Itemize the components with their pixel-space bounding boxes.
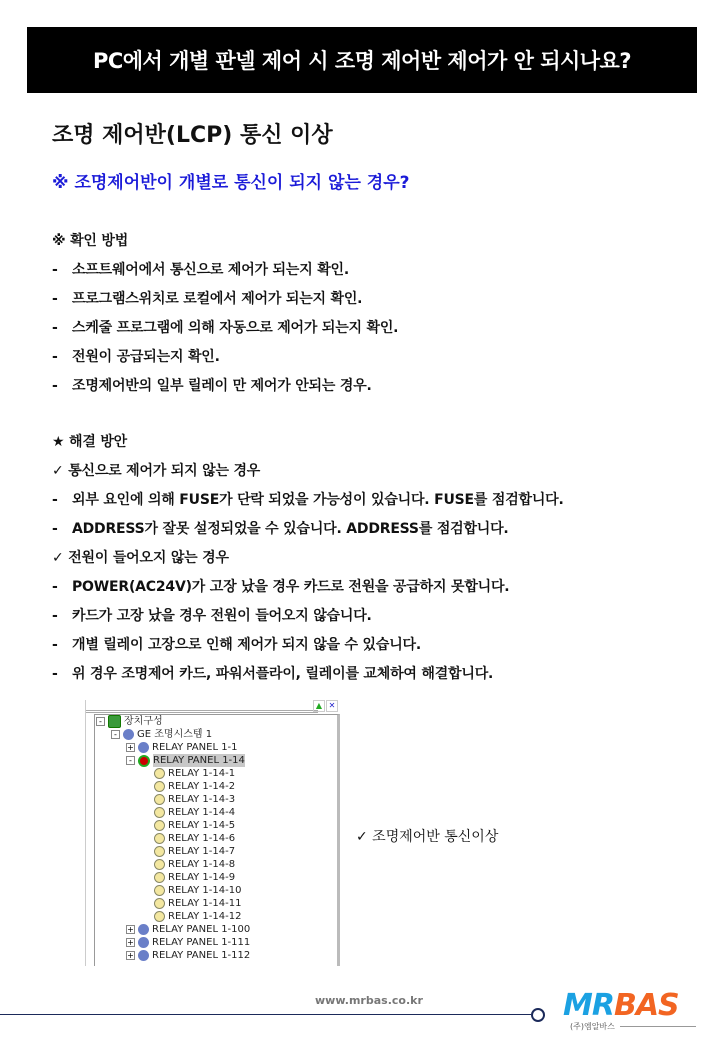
bulb-icon xyxy=(154,807,165,818)
node-label: RELAY 1-14-3 xyxy=(168,794,236,805)
page-title: PC에서 개별 판넬 제어 시 조명 제어반 제어가 안 되시나요? xyxy=(27,27,697,93)
dash: - xyxy=(52,291,58,307)
solution-section-title xyxy=(52,431,127,451)
dash: - xyxy=(52,349,58,365)
bulb-icon xyxy=(154,846,165,857)
up-icon[interactable]: ▲ xyxy=(313,700,325,712)
line-text: 프로그램스위치로 로컬에서 제어가 되는지 확인. xyxy=(72,291,363,307)
dash: - xyxy=(52,637,58,653)
line-text: 개별 릴레이 고장으로 인해 제어가 되지 않을 수 있습니다. xyxy=(72,637,421,653)
node-label: RELAY PANEL 1-14 xyxy=(153,755,245,766)
line-text: ✓ 통신으로 제어가 되지 않는 경우 xyxy=(52,463,261,479)
solution-item xyxy=(52,576,509,596)
check-item xyxy=(52,346,220,366)
solution-item xyxy=(52,663,493,683)
tree-node-relay[interactable] xyxy=(154,780,235,793)
tree-node-relay[interactable] xyxy=(154,767,235,780)
dash: - xyxy=(52,579,58,595)
err-icon xyxy=(138,755,150,767)
check-item xyxy=(52,288,362,308)
bulb-icon xyxy=(154,820,165,831)
solution-item xyxy=(52,605,372,625)
line-text: 소프트웨어에서 통신으로 제어가 되는지 확인. xyxy=(72,262,349,278)
solution-item xyxy=(52,518,509,538)
tree-node-relay[interactable] xyxy=(154,910,241,923)
line-text: POWER(AC24V)가 고장 났을 경우 카드로 전원을 공급하지 못합니다. xyxy=(72,579,510,595)
tree-node-panel[interactable] xyxy=(126,949,250,962)
bulb-icon xyxy=(154,781,165,792)
tree-node-panel-selected[interactable] xyxy=(126,754,245,767)
node-label: RELAY 1-14-9 xyxy=(168,872,236,883)
node-label: RELAY PANEL 1-100 xyxy=(152,924,251,935)
close-icon[interactable]: ✕ xyxy=(326,700,338,712)
line-text: 전원이 공급되는지 확인. xyxy=(72,349,220,365)
footer-divider xyxy=(0,1014,531,1015)
check-item xyxy=(52,259,349,279)
sys-icon xyxy=(138,924,149,935)
question: ※ 조명제어반이 개별로 통신이 되지 않는 경우? xyxy=(52,173,410,193)
website-url[interactable]: www.mrbas.co.kr xyxy=(315,994,423,1007)
bulb-icon xyxy=(154,859,165,870)
bulb-icon xyxy=(154,768,165,779)
line-text: 카드가 고장 났을 경우 전원이 들어오지 않습니다. xyxy=(72,608,372,624)
tree-node-panel[interactable] xyxy=(126,923,250,936)
line-text: ADDRESS가 잘못 설정되었을 수 있습니다. ADDRESS를 점검합니다. xyxy=(72,521,509,537)
bulb-icon xyxy=(154,911,165,922)
bulb-icon xyxy=(154,872,165,883)
tree-node-relay[interactable] xyxy=(154,845,235,858)
logo-mr: MR xyxy=(563,988,614,1023)
node-label: RELAY 1-14-6 xyxy=(168,833,236,844)
line-text: 조명제어반의 일부 릴레이 만 제어가 안되는 경우. xyxy=(72,378,372,394)
bulb-icon xyxy=(154,898,165,909)
node-label: RELAY 1-14-10 xyxy=(168,885,242,896)
check-item xyxy=(52,375,372,395)
bulb-icon xyxy=(154,885,165,896)
collapse-icon[interactable]: - xyxy=(126,756,135,765)
node-label: GE 조명시스템 1 xyxy=(137,729,213,740)
dash: - xyxy=(52,492,58,508)
node-label: 장치구성 xyxy=(124,716,163,727)
company-logo xyxy=(563,988,679,1023)
tree-node-relay[interactable] xyxy=(154,871,235,884)
line-text: 위 경우 조명제어 카드, 파워서플라이, 릴레이를 교체하여 해결합니다. xyxy=(72,666,494,682)
node-label: RELAY PANEL 1-112 xyxy=(152,950,251,961)
node-label: RELAY 1-14-5 xyxy=(168,820,236,831)
tree-node-root[interactable] xyxy=(96,715,163,728)
solution-group-title xyxy=(52,547,229,567)
tree-title-bar xyxy=(86,700,318,713)
root-icon xyxy=(108,715,121,728)
tree-node-relay[interactable] xyxy=(154,832,235,845)
sys-icon xyxy=(138,937,149,948)
caption: ✓ 조명제어반 통신이상 xyxy=(356,829,499,845)
check-section-title xyxy=(52,230,128,250)
node-label: RELAY 1-14-1 xyxy=(168,768,236,779)
logo-bas: BAS xyxy=(613,988,679,1023)
expand-icon[interactable]: + xyxy=(127,743,134,752)
tree-node-relay[interactable] xyxy=(154,793,235,806)
dash: - xyxy=(52,320,58,336)
divider-circle xyxy=(531,1008,545,1022)
tree-node-relay[interactable] xyxy=(154,897,241,910)
tree-node-relay[interactable] xyxy=(154,858,235,871)
solution-group-title xyxy=(52,460,260,480)
tree-node-system[interactable] xyxy=(111,728,212,741)
section-heading: 조명 제어반(LCP) 통신 이상 xyxy=(52,123,333,148)
node-label: RELAY 1-14-2 xyxy=(168,781,236,792)
solution-item xyxy=(52,634,421,654)
dash: - xyxy=(52,378,58,394)
expand-icon[interactable]: + xyxy=(127,951,134,960)
sys-icon xyxy=(138,950,149,961)
line-text: ★ 해결 방안 xyxy=(52,434,127,450)
line-text: ✓ 전원이 들어오지 않는 경우 xyxy=(52,550,229,566)
tree-node-relay[interactable] xyxy=(154,819,235,832)
line-text: ※ 확인 방법 xyxy=(52,233,129,249)
line-text: 스케줄 프로그램에 의해 자동으로 제어가 되는지 확인. xyxy=(72,320,399,336)
node-label: RELAY 1-14-8 xyxy=(168,859,236,870)
tree-node-panel[interactable] xyxy=(126,936,250,949)
tree-node-relay[interactable] xyxy=(154,806,235,819)
dash: - xyxy=(52,521,58,537)
check-item xyxy=(52,317,398,337)
tree-node-relay[interactable] xyxy=(154,884,241,897)
node-label: RELAY 1-14-7 xyxy=(168,846,236,857)
solution-item xyxy=(52,489,564,509)
sys-icon xyxy=(123,729,134,740)
dash: - xyxy=(52,262,58,278)
logo-subtitle: (주)엠알바스 xyxy=(570,1022,615,1031)
tree-node-panel[interactable] xyxy=(126,741,238,754)
expand-icon[interactable]: + xyxy=(127,925,134,934)
dash: - xyxy=(52,608,58,624)
node-label: RELAY PANEL 1-1 xyxy=(152,742,238,753)
logo-line xyxy=(620,1026,696,1027)
node-label: RELAY 1-14-12 xyxy=(168,911,242,922)
expand-icon[interactable]: + xyxy=(127,938,134,947)
sys-icon xyxy=(138,742,149,753)
collapse-icon[interactable]: - xyxy=(111,730,120,739)
collapse-icon[interactable]: - xyxy=(96,717,105,726)
device-tree[interactable] xyxy=(85,700,346,966)
node-label: RELAY PANEL 1-111 xyxy=(152,937,251,948)
node-label: RELAY 1-14-11 xyxy=(168,898,242,909)
dash: - xyxy=(52,666,58,682)
line-text: 외부 요인에 의해 FUSE가 단락 되었을 가능성이 있습니다. FUSE를 점검합니다. xyxy=(72,492,564,508)
bulb-icon xyxy=(154,833,165,844)
node-label: RELAY 1-14-4 xyxy=(168,807,236,818)
bulb-icon xyxy=(154,794,165,805)
